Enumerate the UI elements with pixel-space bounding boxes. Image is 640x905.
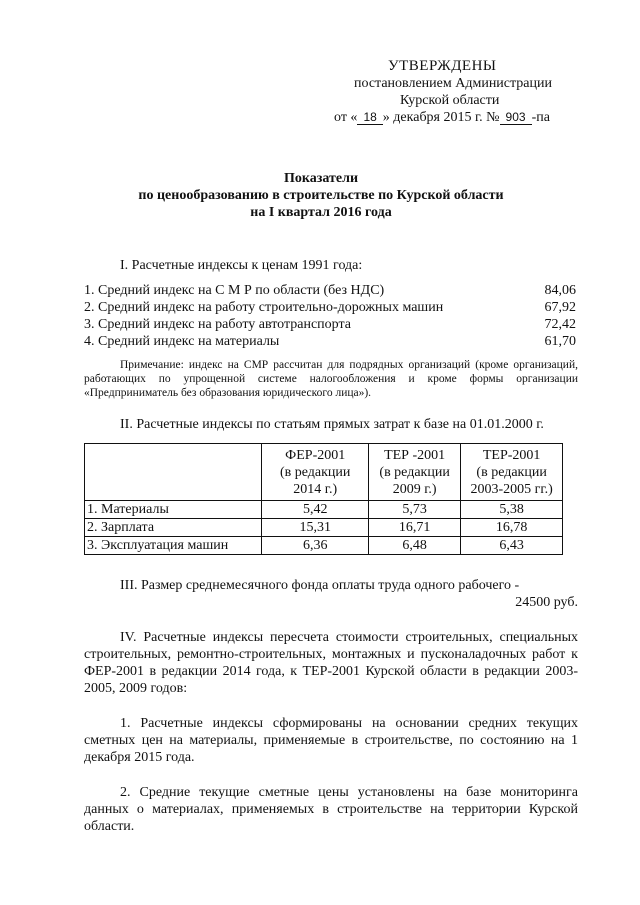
- approval-line-1: постановлением Администрации: [354, 76, 552, 91]
- index-value: 84,06: [544, 283, 576, 298]
- table-header-empty: [85, 444, 262, 501]
- table-header-cell: ТЕР -2001 (в редакции 2009 г.): [368, 444, 460, 501]
- cost-index-table: [84, 443, 563, 555]
- heading-line-2: по ценообразованию в строительстве по Курской области: [138, 188, 504, 203]
- approval-date-line: [334, 109, 578, 126]
- approval-block: [334, 58, 578, 126]
- table-row: [85, 519, 563, 537]
- table-cell: 16,78: [461, 519, 563, 537]
- index-label: 3. Средний индекс на работу автотранспорта: [84, 317, 351, 332]
- index-label: 1. Средний индекс на С М Р по области (без НДС): [84, 283, 385, 298]
- section-3-amount: 24500 руб.: [515, 595, 578, 610]
- table-cell: 15,31: [262, 519, 369, 537]
- index-item: [84, 333, 578, 350]
- index-value: 61,70: [544, 334, 576, 349]
- index-label: 2. Средний индекс на работу строительно-дорожных машин: [84, 300, 444, 315]
- table-cell: 5,73: [368, 501, 460, 519]
- date-mid: » декабря 2015 г. №: [382, 110, 500, 125]
- section-1-title: I. Расчетные индексы к ценам 1991 года:: [120, 258, 363, 273]
- index-list: [84, 282, 578, 350]
- heading-line-3: на I квартал 2016 года: [250, 205, 392, 220]
- table-header-row: [85, 444, 563, 501]
- table-cell: 16,71: [368, 519, 460, 537]
- index-label: 4. Средний индекс на материалы: [84, 334, 280, 349]
- section-2-title: II. Расчетные индексы по статьям прямых затрат к базе на 01.01.2000 г.: [120, 417, 544, 432]
- row-label: 2. Зарплата: [85, 519, 262, 537]
- table-cell: 5,42: [262, 501, 369, 519]
- decree-number-suffix: -па: [531, 110, 550, 125]
- index-item: [84, 282, 578, 299]
- section-3-text: III. Размер среднемесячного фонда оплаты труда одного рабочего -: [120, 578, 520, 593]
- heading-line-1: Показатели: [283, 171, 359, 186]
- table-header-cell: ФЕР-2001 (в редакции 2014 г.): [262, 444, 369, 501]
- table-row: [85, 501, 563, 519]
- document-heading: [84, 170, 578, 221]
- table-cell: 6,48: [368, 537, 460, 555]
- section-1: [84, 257, 578, 400]
- table-cell: 5,38: [461, 501, 563, 519]
- date-prefix: от «: [334, 110, 358, 125]
- table-row: [85, 537, 563, 555]
- paragraph-1: 1. Расчетные индексы сформированы на основании средних текущих сметных цен на материалы, применяемые в строительстве, по состоянию на 1 декабря 2015 года.: [84, 716, 578, 765]
- decree-number: 903: [500, 111, 532, 125]
- table-header-cell: ТЕР-2001 (в редакции 2003-2005 гг.): [461, 444, 563, 501]
- approval-title: УТВЕРЖДЕНЫ: [388, 58, 497, 74]
- date-day: 18: [357, 111, 382, 125]
- paragraph-2: 2. Средние текущие сметные цены установлены на базе мониторинга данных о материалах, применяемых в строительстве на территории Курской области.: [84, 785, 578, 834]
- row-label: 3. Эксплуатация машин: [85, 537, 262, 555]
- approval-line-2: Курской области: [400, 93, 500, 108]
- table-cell: 6,36: [262, 537, 369, 555]
- section-1-note: Примечание: индекс на СМР рассчитан для подрядных организаций (кроме организаций, работающих по упрощенной системе налогообложения и кроме формы организации «Предприниматель без образования юридического лица»).: [84, 359, 578, 399]
- section-4-text: IV. Расчетные индексы пересчета стоимости строительных, специальных строительных, ремонтно-строительных, монтажных и пусконаладочных работ к ФЕР-2001 в редакции 2014 года, к ТЕР-2001 Курской области в редакции 2003-2005, 2009 годов:: [84, 630, 578, 696]
- index-value: 72,42: [544, 317, 576, 332]
- index-value: 67,92: [544, 300, 576, 315]
- index-item: [84, 316, 578, 333]
- index-item: [84, 299, 578, 316]
- row-label: 1. Материалы: [85, 501, 262, 519]
- table-cell: 6,43: [461, 537, 563, 555]
- section-3: [84, 577, 578, 611]
